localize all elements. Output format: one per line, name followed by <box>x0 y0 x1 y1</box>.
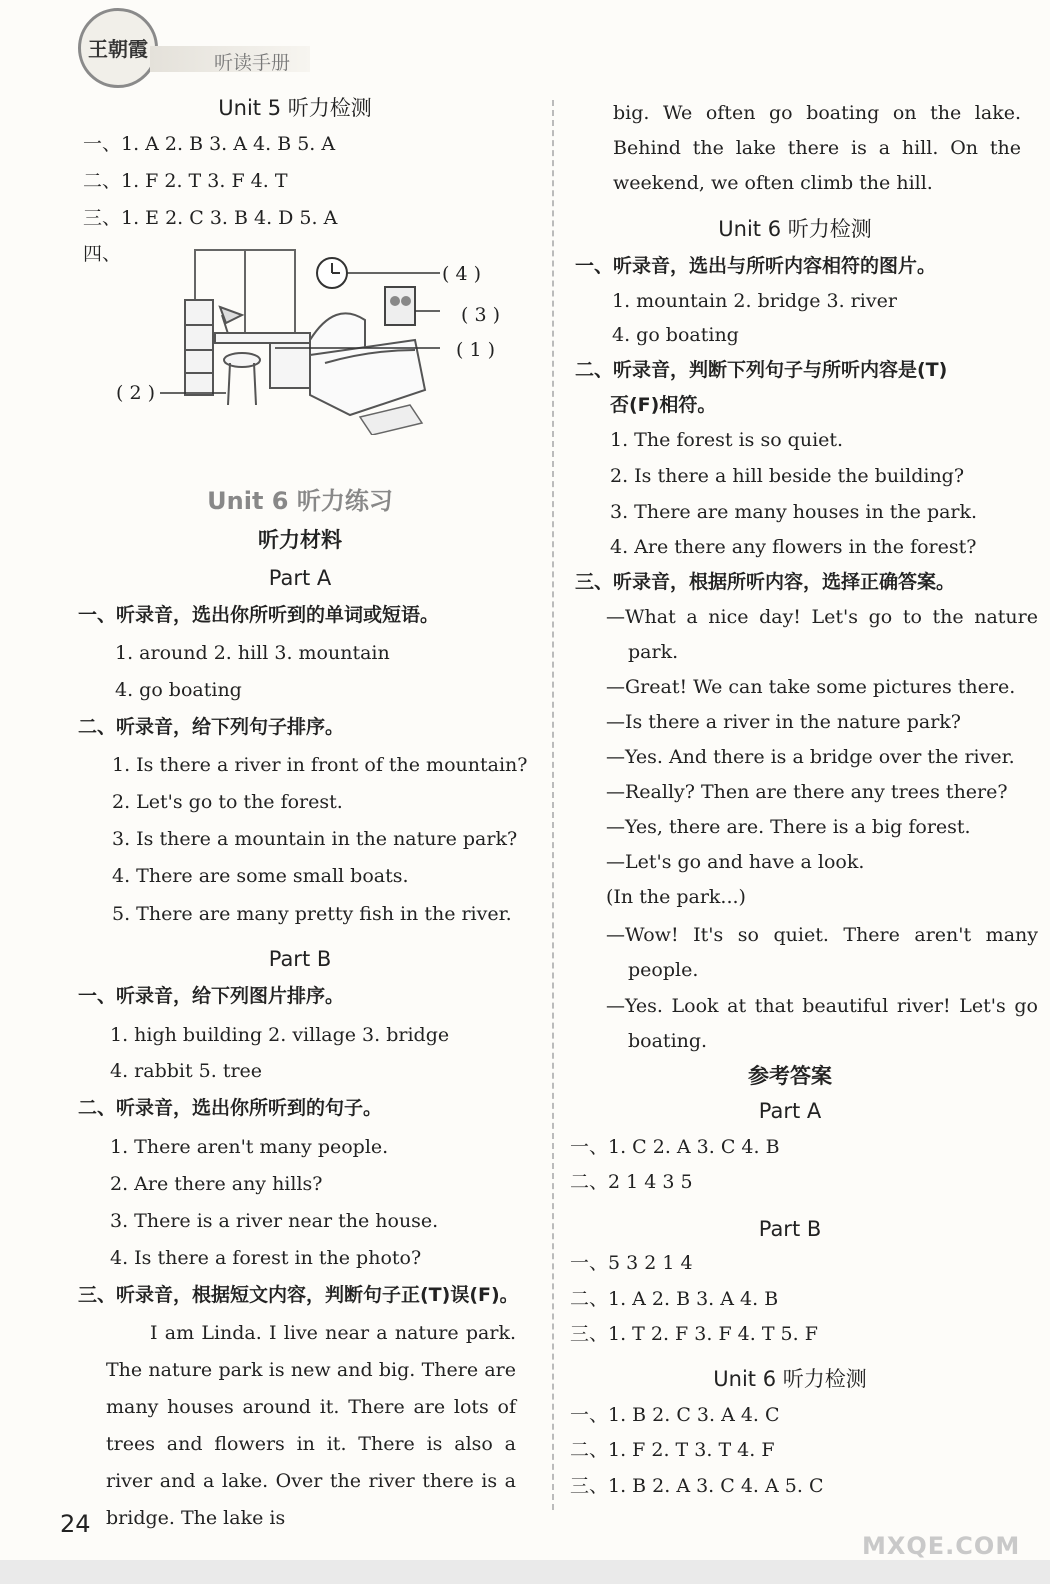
logo-text: 王朝霞 <box>88 37 148 61</box>
partA-q1-item-2: 4. go boating <box>115 679 242 701</box>
ans-partB-2: 二、1. A 2. B 3. A 4. B <box>570 1288 779 1310</box>
partB-q2-item-3: 3. There is a river near the house. <box>110 1210 439 1232</box>
column-divider <box>552 100 554 1510</box>
logo-badge <box>78 8 158 88</box>
bottom-band <box>0 1560 1050 1584</box>
partB-q2-title: 二、听录音，选出你所听到的句子。 <box>78 1097 383 1119</box>
test-q2-item-3: 3. There are many houses in the park. <box>610 501 978 523</box>
partA-q1-title: 一、听录音，选出你所听到的单词或短语。 <box>78 604 440 626</box>
ans-partB-3: 三、1. T 2. F 3. F 4. T 5. F <box>570 1323 818 1345</box>
dialogue-line-9: —Wow! It's so quiet. There aren't many people. <box>606 924 1038 981</box>
test-q2-item-1: 1. The forest is so quiet. <box>610 429 844 451</box>
bedroom-illustration <box>160 245 440 435</box>
partA-q1-item-1: 1. around 2. hill 3. mountain <box>115 642 390 664</box>
ans-test-1: 一、1. B 2. C 3. A 4. C <box>570 1404 780 1426</box>
unit5-answer-3: 三、1. E 2. C 3. B 4. D 5. A <box>83 207 338 229</box>
unit5-answer-2: 二、1. F 2. T 3. F 4. T <box>83 170 288 192</box>
dialogue-line-7: —Let's go and have a look. <box>606 851 865 873</box>
material-title: 听力材料 <box>258 528 342 552</box>
dialogue-line-10: —Yes. Look at that beautiful river! Let's go boating. <box>606 995 1038 1052</box>
test-q3-title: 三、听录音，根据所听内容，选择正确答案。 <box>575 571 956 593</box>
test-q2-item-2: 2. Is there a hill beside the building? <box>610 465 965 487</box>
unit6-practice-title: Unit 6 听力练习 <box>207 487 393 515</box>
ans-partA-title: Part A <box>758 1099 822 1123</box>
partB-q2-item-1: 1. There aren't many people. <box>110 1136 389 1158</box>
partB-q2-item-4: 4. Is there a forest in the photo? <box>110 1247 422 1269</box>
partB-q2-item-2: 2. Are there any hills? <box>110 1173 323 1195</box>
bookshelf <box>185 300 213 395</box>
test-q2-title-2: 否(F)相符。 <box>610 394 717 416</box>
si-label: 四、 <box>83 243 122 265</box>
dialogue-line-8: (In the park...) <box>606 886 746 908</box>
page-number: 24 <box>60 1510 91 1538</box>
ans-partA-2: 二、2 1 4 3 5 <box>570 1171 693 1193</box>
passage-continuation: big. We often go boating on the lake. Behind the lake there is a hill. On the weekend, we often climb the hill. <box>613 102 1021 194</box>
wall-clock-icon <box>317 258 347 288</box>
test-q2-item-4: 4. Are there any flowers in the forest? <box>610 536 977 558</box>
ans-test-3: 三、1. B 2. A 3. C 4. A 5. C <box>570 1475 824 1497</box>
picture-label-3: ( 3 ) <box>461 304 500 326</box>
unit5-title: Unit 5 听力检测 <box>218 96 372 120</box>
picture-label-4: ( 4 ) <box>442 263 481 285</box>
watermark: MXQE.COM <box>862 1532 1021 1560</box>
partB-q1-title: 一、听录音，给下列图片排序。 <box>78 985 345 1007</box>
partA-title: Part A <box>268 566 332 590</box>
partB-q1-item-1: 1. high building 2. village 3. bridge <box>110 1024 450 1046</box>
partB-q3-passage: I am Linda. I live near a nature park. The nature park is new and big. There are many houses around it. There are lots of trees and flowers in it. There is also a river and a lake. Over the river there is a bridge. The lake is <box>106 1322 516 1529</box>
partB-q3-title: 三、听录音，根据短文内容，判断句子正(T)误(F)。 <box>78 1284 519 1306</box>
test-q1-item-1: 1. mountain 2. bridge 3. river <box>612 290 897 312</box>
test-q1-title: 一、听录音，选出与所听内容相符的图片。 <box>575 255 937 277</box>
partA-q2-title: 二、听录音，给下列句子排序。 <box>78 716 345 738</box>
partB-title: Part B <box>268 947 332 971</box>
partA-q2-item-2: 2. Let's go to the forest. <box>112 791 343 813</box>
answers-title: 参考答案 <box>748 1064 832 1088</box>
partA-q2-item-5: 5. There are many pretty fish in the river. <box>112 903 512 925</box>
unit6-test-title: Unit 6 听力检测 <box>718 217 872 241</box>
dialogue-line-3: —Is there a river in the nature park? <box>606 711 961 733</box>
ans-test-2: 二、1. F 2. T 3. T 4. F <box>570 1439 775 1461</box>
ans-partA-1: 一、1. C 2. A 3. C 4. B <box>570 1136 780 1158</box>
ans-partB-title: Part B <box>758 1217 822 1241</box>
unit5-answer-1: 一、1. A 2. B 3. A 4. B 5. A <box>83 133 336 155</box>
partB-q1-item-2: 4. rabbit 5. tree <box>110 1060 263 1082</box>
dialogue-line-5: —Really? Then are there any trees there? <box>606 781 1008 803</box>
partA-q2-item-3: 3. Is there a mountain in the nature park? <box>112 828 518 850</box>
bed <box>310 313 425 415</box>
ans-partB-1: 一、5 3 2 1 4 <box>570 1252 693 1274</box>
photo-frame <box>385 287 415 325</box>
stool <box>224 353 260 405</box>
dialogue-line-4: —Yes. And there is a bridge over the river. <box>606 746 1015 768</box>
test-q1-item-2: 4. go boating <box>612 324 739 346</box>
partA-q2-item-1: 1. Is there a river in front of the mountain? <box>112 754 528 776</box>
dialogue-line-2: —Great! We can take some pictures there. <box>606 676 1016 698</box>
picture-label-1: ( 1 ) <box>456 339 495 361</box>
dialogue-line-6: —Yes, there are. There is a big forest. <box>606 816 971 838</box>
partA-q2-item-4: 4. There are some small boats. <box>112 865 409 887</box>
picture-label-2: ( 2 ) <box>116 382 155 404</box>
dialogue-line-1: —What a nice day! Let's go to the nature park. <box>606 606 1038 663</box>
test-q2-title-1: 二、听录音，判断下列句子与所听内容是(T) <box>575 359 948 381</box>
header-title: 听读手册 <box>214 52 291 74</box>
ans-test-title: Unit 6 听力检测 <box>713 1367 867 1391</box>
